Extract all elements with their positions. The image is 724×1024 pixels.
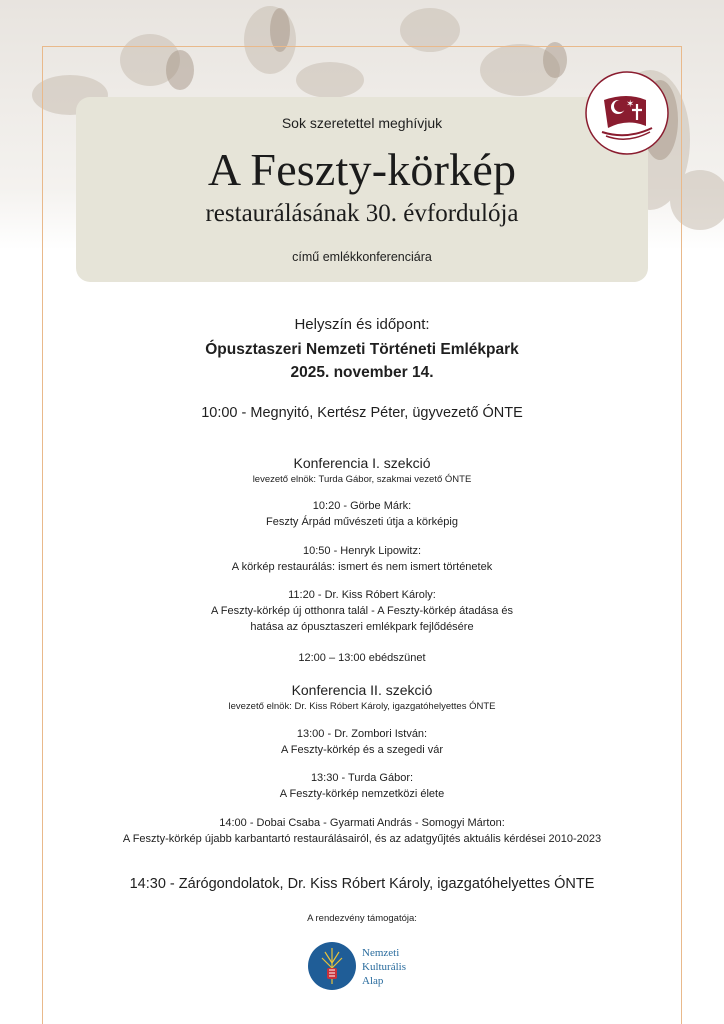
- location-date: 2025. november 14.: [290, 364, 434, 381]
- svg-text:✶: ✶: [626, 99, 635, 110]
- talk-1120-line3: hatása az ópusztaszeri emlékpark fejlődésére: [250, 621, 474, 633]
- sponsor-logo: [306, 938, 426, 998]
- sponsor-name-line1: Nemzeti: [362, 947, 400, 959]
- sponsor-name-line3: Alap: [362, 975, 384, 987]
- section1-chair: levezető elnök: Turda Gábor, szakmai vezető ÓNTE: [252, 474, 472, 485]
- talk-1330-line1: 13:30 - Turda Gábor:: [310, 772, 414, 784]
- talk-1020-line2: Feszty Árpád művészeti útja a körképig: [266, 516, 458, 528]
- section2-title: Konferencia II. szekció: [291, 682, 433, 698]
- sponsor-name-line2: Kulturális: [362, 961, 406, 973]
- talk-1050-line2: A körkép restaurálás: ismert és nem ismert történetek: [231, 561, 493, 573]
- talk-1120-line1: 11:20 - Dr. Kiss Róbert Károly:: [288, 589, 436, 601]
- section2-chair: levezető elnök: Dr. Kiss Róbert Károly, igazgatóhelyettes ÓNTE: [228, 701, 496, 712]
- section1-title: Konferencia I. szekció: [293, 455, 431, 471]
- talk-1300-line2: A Feszty-körkép és a szegedi vár: [280, 744, 443, 756]
- location-heading: Helyszín és időpont:: [294, 316, 430, 333]
- support-label: A rendezvény támogatója:: [307, 913, 417, 924]
- subtitle: restaurálásának 30. évfordulója: [205, 200, 519, 227]
- talk-1330-line2: A Feszty-körkép nemzetközi élete: [279, 788, 445, 800]
- talk-1020-line1: 10:20 - Görbe Márk:: [312, 500, 412, 512]
- location-place: Ópusztaszeri Nemzeti Történeti Emlékpark: [205, 341, 519, 358]
- onte-emblem-icon: [584, 70, 670, 156]
- invite-line: Sok szeretettel meghívjuk: [281, 115, 443, 131]
- lunch-break: 12:00 – 13:00 ebédszünet: [298, 652, 426, 664]
- opening-item: 10:00 - Megnyitó, Kertész Péter, ügyvezető ÓNTE: [201, 405, 523, 421]
- talk-1050-line1: 10:50 - Henryk Lipowitz:: [303, 545, 421, 557]
- nka-tree-icon: [306, 938, 358, 990]
- closing-item: 14:30 - Zárógondolatok, Dr. Kiss Róbert Károly, igazgatóhelyettes ÓNTE: [129, 876, 595, 892]
- talk-1120-line2: A Feszty-körkép új otthonra talál - A Feszty-körkép átadása és: [210, 605, 514, 617]
- talk-1400-line2: A Feszty-körkép újabb karbantartó restaurálásairól, és az adatgyűjtés aktuális kérdései 2010-2023: [122, 833, 602, 845]
- talk-1400-line1: 14:00 - Dobai Csaba - Gyarmati András - Somogyi Márton:: [219, 817, 505, 829]
- conference-name: című emlékkonferenciára: [292, 250, 432, 264]
- talk-1300-line1: 13:00 - Dr. Zombori István:: [296, 728, 428, 740]
- main-title: A Feszty-körkép: [207, 144, 517, 195]
